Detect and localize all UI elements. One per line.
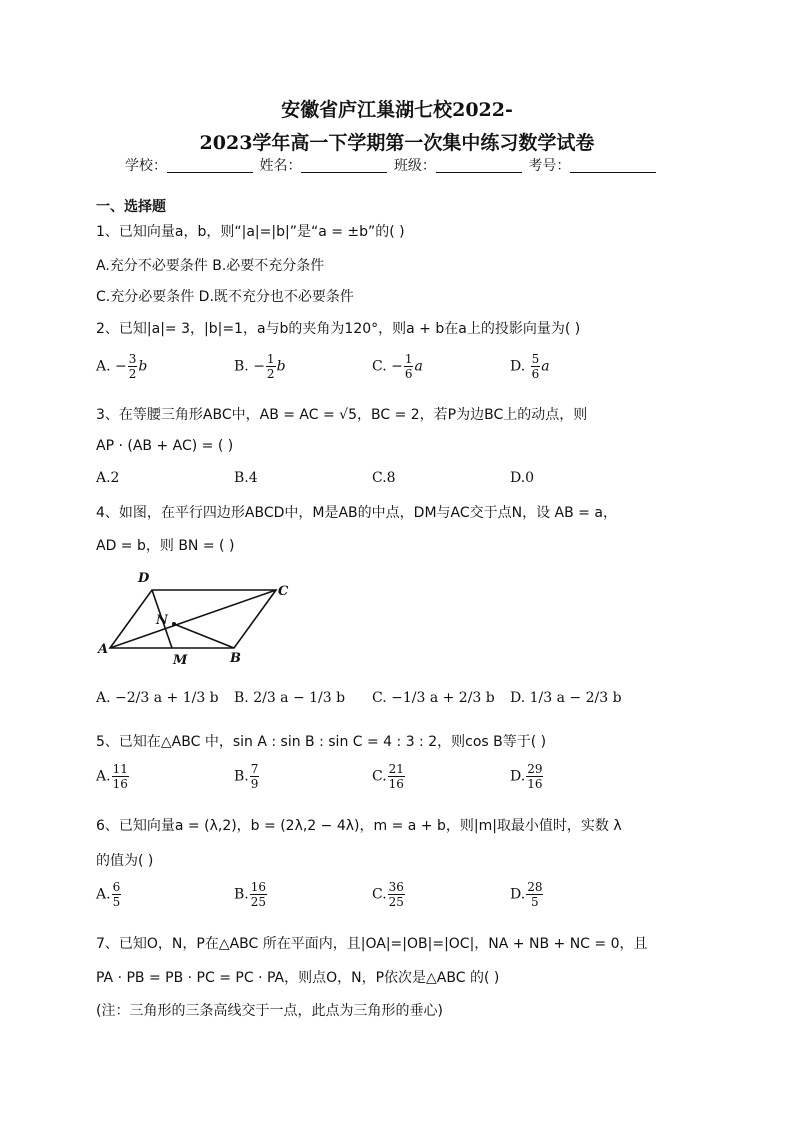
q5-stem: 5、已知在△ABC 中，sin A : sin B : sin C = 4 : 3 : 2，则cos B等于( ) [96,734,547,750]
q2-option-d[interactable]: D. $\frac{5}{6}$ a [510,352,550,381]
class-blank[interactable] [436,158,522,173]
segment-bn [174,624,234,648]
q2-stem: 2、已知|a|= 3，|b|=1，a与b的夹角为120°，则a + b在a上的投影向量为( ) [96,321,581,337]
q3-stem-1: 3、在等腰三角形ABC中，AB = AC = √5，BC = 2，若P为边BC上的动点，则 [96,407,588,423]
exam-title-line-2: 2023学年高一下学期第一次集中练习数学试卷 [199,132,595,154]
q6-stem-2: 的值为( ) [96,853,154,869]
number-blank[interactable] [570,158,656,173]
q4-option-b[interactable]: B. 2/3 a − 1/3 b [234,690,346,706]
number-label: 考号： [528,158,571,174]
school-label: 学校： [125,158,167,174]
label-m: M [173,653,188,668]
q3-option-d[interactable]: D.0 [510,470,535,486]
q7-stem-1: 7、已知O，N，P在△ABC 所在平面内，且|OA|=|OB|=|OC|，NA + NB + NC = 0，且 [96,936,648,952]
q2-option-c[interactable]: C. − $\frac{1}{6}$ a [372,352,423,381]
q4-stem-2: AD = b，则 BN = ( ) [96,538,235,554]
q3-option-b[interactable]: B.4 [234,470,258,486]
q5-option-b[interactable]: B. $\frac{7}{9}$ [234,762,259,791]
class-label: 班级： [393,158,436,174]
q7-stem-2: PA · PB = PB · PC = PC · PA，则点O，N，P依次是△ABC 的( ) [96,970,500,986]
q1-stem: 1、已知向量a，b，则“|a|=|b|”是“a = ±b”的( ) [96,224,405,240]
q6-option-c[interactable]: C. $\frac{36}{25}$ [372,880,404,909]
exam-title-line-1: 安徽省庐江巢湖七校2022- [281,99,513,121]
q6-option-a[interactable]: A. $\frac{6}{5}$ [96,880,121,909]
q5-option-d[interactable]: D. $\frac{29}{16}$ [510,762,543,791]
label-a: A [98,642,109,657]
name-label: 姓名： [259,158,302,174]
name-blank[interactable] [301,158,387,173]
q4-option-d[interactable]: D. 1/3 a − 2/3 b [510,690,622,706]
q4-option-c[interactable]: C. −1/3 a + 2/3 b [372,690,495,706]
q6-stem-1: 6、已知向量a = (λ,2)，b = (2λ,2 − 4λ)，m = a + b，则|m|取最小值时，实数 λ [96,818,622,834]
q1-options-ab: A.充分不必要条件 B.必要不充分条件 [96,258,325,274]
q1-options-cd: C.充分必要条件 D.既不充分也不必要条件 [96,289,354,305]
school-blank[interactable] [167,158,253,173]
label-c: C [278,584,289,599]
q6-option-d[interactable]: D. $\frac{28}{5}$ [510,880,543,909]
student-info-row [125,155,658,175]
q3-stem-2: AP · (AB + AC) = ( ) [96,438,234,454]
q7-note: (注：三角形的三条高线交于一点，此点为三角形的垂心) [96,1003,443,1019]
label-b: B [230,651,241,666]
label-n: N [156,613,168,628]
section-heading: 一、选择题 [96,199,166,215]
q3-option-a[interactable]: A.2 [96,470,120,486]
q4-option-a[interactable]: A. −2/3 a + 1/3 b [96,690,219,706]
label-d: D [138,571,150,586]
q2-option-b[interactable]: B. − $\frac{1}{2}$ b [234,352,286,381]
q3-option-c[interactable]: C.8 [372,470,396,486]
q6-option-b[interactable]: B. $\frac{16}{25}$ [234,880,267,909]
q5-option-c[interactable]: C. $\frac{21}{16}$ [372,762,404,791]
parallelogram-diagram [96,566,306,670]
diagonal-ac [110,590,276,648]
q5-option-a[interactable]: A. $\frac{11}{16}$ [96,762,128,791]
q2-option-a[interactable]: A. − $\frac{3}{2}$ b [96,352,148,381]
q4-stem-1: 4、如图，在平行四边形ABCD中，M是AB的中点，DM与AC交于点N，设 AB = a， [96,505,617,521]
